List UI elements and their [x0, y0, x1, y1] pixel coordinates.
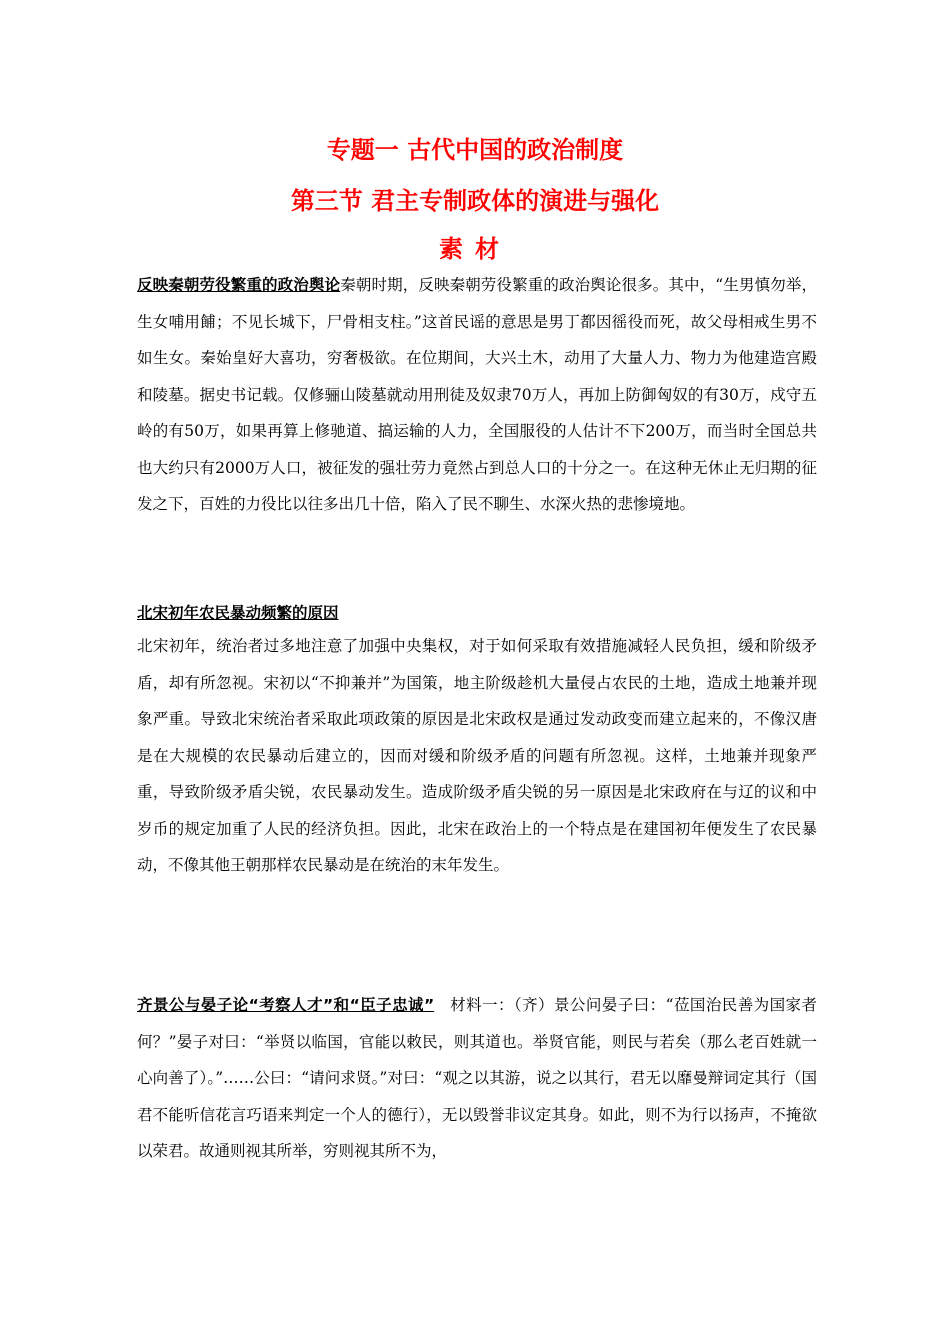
chapter-title: 专题一 古代中国的政治制度 — [326, 136, 624, 164]
paragraph-song-revolts: 北宋初年，统治者过多地注意了加强中央集权，对于如何采取有效措施减轻人民负担，缓和阶级矛盾，却有所忽视。宋初以“不抑兼并”为国策，地主阶级趁机大量侵占农民的土地，造成土地兼并现象严重。导致北宋统治者采取此项政策的原因是北宋政权是通过发动政变而建立起来的，不像汉唐是在大规模的农民暴动后建立的，因而对缓和阶级矛盾的问题有所忽视。这样，土地兼并现象严重，导致阶级矛盾尖锐，农民暴动发生。造成阶级矛盾尖锐的另一原因是北宋政府在与辽的议和中岁币的规定加重了人民的经济负担。因此，北宋在政治上的一个特点是在建国初年便发生了农民暴动，不像其他王朝那样农民暴动是在统治的末年发生。 — [137, 637, 817, 874]
heading-song-revolts: 北宋初年农民暴动频繁的原因 — [137, 604, 339, 622]
heading-qin-labor: 反映秦朝劳役繁重的政治舆论 — [137, 276, 341, 294]
text-qin-labor: 秦朝时期，反映秦朝劳役繁重的政治舆论很多。其中，“生男慎勿举，生女哺用餔；不见长城下，尸骨相支柱。”这首民谣的意思是男丁都因徭役而死，故父母相戒生男不如生女。秦始皇好大喜功，穷奢极欲。在位期间，大兴土木，动用了大量人力、物力为他建造宫殿和陵墓。据史书记载。仅修骊山陵墓就动用刑徒及奴隶70万人，再加上防御匈奴的有30万，戍守五岭的有50万，如果再算上修驰道、搞运输的人力，全国服役的人估计不下200万，而当时全国总共也大约只有2000万人口，被征发的强壮劳力竟然占到总人口的十分之一。在这种无休止无归期的征发之下，百姓的力役比以往多出几十倍，陷入了民不聊生、水深火热的悲惨境地。 — [137, 276, 817, 513]
text-qi-yanzi: 材料一：（齐）景公问晏子曰：“莅国治民善为国家者何？”晏子对曰：“举贤以临国，官能以敕民，则其道也。举贤官能，则民与若矣（那么老百姓就一心向善了）。”……公曰：“请问求贤。”对曰：“观之以其游，说之以其行，君无以靡曼辩词定其行（国君不能听信花言巧语来判定一个人的德行），无以毁誉非议定其身。如此，则不为行以扬声，不掩欲以荣君。故通则视其所举，穷则视其所不为， — [137, 996, 818, 1160]
paragraph-qi-yanzi — [137, 987, 817, 1170]
heading-qi-yanzi: 齐景公与晏子论“考察人才”和“臣子忠诚” — [137, 996, 435, 1014]
paragraph-qin-labor — [137, 267, 817, 523]
section-title: 第三节 君主专制政体的演进与强化 — [290, 187, 660, 215]
material-title: 素材 — [439, 235, 511, 263]
